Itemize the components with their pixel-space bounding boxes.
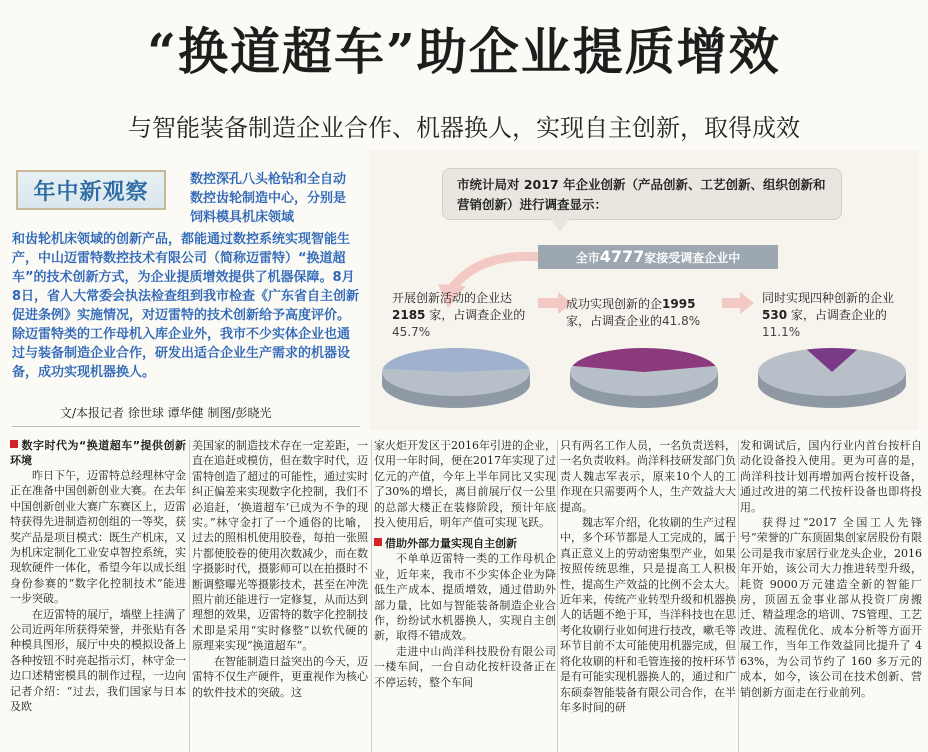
stat-unit: 家，占调查企业的 [566,314,663,328]
lead-paragraph-top: 数控深孔八头枪钻和全自动数控齿轮制造中心，分别是饲料模具机床领域 [190,172,347,225]
column-divider [738,440,739,752]
stat-four-innovations [762,290,912,341]
stat-percent: 11.1% [762,325,801,339]
stat-count: 2185 [392,308,426,322]
column-subheading [10,438,186,468]
paragraph: 获得过“2017 全国工人先锋号”荣誉的广东顶固集创家居股份有限公司是我市家居行业龙头企业，2016年开始，该公司大力推进转型升级，耗资 9000万元建造全新的智能厂房，顶固五金事业部从投资厂房搬迁、精益理念的培训、7S管理、工艺改进、流程优化、成本分析等方面开展工作，当年工作效益同比提升了 463%，为公司节约了 160 多万元的成本，如今，该公司在技术创新、营销创新方面走在行业前列。 [740,516,922,699]
stat-innovation-activity [392,290,532,341]
article-column-5 [740,438,922,700]
pie-slice [383,348,530,372]
red-square-icon [10,440,18,448]
pie-disc-activity [376,342,536,414]
column-divider [371,440,372,752]
article-column-1 [10,438,186,715]
total-number: 4777 [599,247,645,266]
paragraph: 发和调试后，国内行业内首台按杆自动化设备投入使用。更为可喜的是，尚洋科技计划再增加两台按杆设备，通过改进的第二代按杆设备也即将投用。 [740,439,922,514]
paragraph: 只有两名工作人员，一名负责送料，一名负责收料。尚洋科技研发部门负责人魏志军表示，原来10个人的工作现在只需要两个人，生产效益大大提高。 [560,439,736,514]
stat-label: 成功实现创新的企 [566,297,663,311]
stat-count: 1995 [662,297,696,311]
stat-percent: 45.7% [392,325,431,339]
red-square-icon [374,538,382,546]
paragraph: 昨日下午，迈雷特总经理林守金正在准备中国创新创业大赛。在去年中国创新创业大赛广东赛区上，迈雷特获得先进制造初创组的一等奖，获奖产品是项目模式：既生产机床，又为机床定制化工业安卓智控系统，实现软硬件一体化，希望今年以成长组身份参赛的“数字化控制技术”能进一步突破。 [10,469,186,606]
paragraph: 在迈雷特的展厅，墙壁上挂满了公司近两年所获得荣誉，并张贴有各种模具图形，展厅中央的模拟设备上各种按钮不时亮起指示灯，林守金一边口述精密模具的制作过程，一边向记者介绍：“过去，我们国家与日本及欧 [10,607,186,714]
divider [12,426,360,427]
arrow-right-head [740,292,754,314]
byline: 文/本报记者 徐世球 谭华健 制图/彭晓光 [60,406,272,420]
stat-innovation-success [566,296,716,330]
section-badge [16,170,166,210]
pie-disc-four [752,342,912,414]
column-divider [189,440,190,752]
subheadline: 与智能装备制造企业合作、机器换人，实现自主创新，取得成效 [128,114,800,142]
section-badge-label: 年中新观察 [33,178,149,205]
arrow-mid-shaft [538,298,558,308]
article-column-2 [192,438,368,700]
paragraph: 不单单迈雷特一类的工作母机企业，近年来，我市不少实体企业为降低生产成本、提质增效，通过借助外部力量，比如与智能装备制造企业合作，纷纷试水机器换人，实现自主创新，取得不错成效。 [374,552,556,643]
stat-label: 同时实现四种创新的企业 [762,291,895,305]
paragraph: 魏志军介绍，化妆刷的生产过程中，多个环节都是人工完成的，属于真正意义上的劳动密集型产业，如果按照传统思维，只是提高工人积极性，提高生产效益的比例不会太大。近年来，传统产业转型升级和机器换人的话题不绝于耳，当洋科技也在思考化妆刷行业如何进行技改，嗽毛等环节目前不太可能使用机器完成，但将化妆刷的杆和毛管连接的按杆环节是有可能实现机器换人的，通过和广东硕泰智能装备有限公司合作，在半年多时间的研 [560,516,736,714]
subheading-text: 数字时代为“换道超车”提供创新环境 [10,439,186,467]
subheading-text: 借助外部力量实现自主创新 [385,537,517,551]
column-subheading [374,536,556,551]
total-prefix: 全市 [575,251,600,265]
stat-label: 开展创新活动的企业达 [392,291,513,305]
article-column-4 [560,438,736,715]
lead-paragraph-main: 和齿轮机床领域的创新产品，都能通过数控系统实现智能生产，中山迈雷特数控技术有限公司（简称迈雷特）“换道超车”的技术创新方式，为企业提质增效提供了机器保障。8月8日，省人大常委会执法检查组到我市检查《广东省自主创新促进条例》实施情况，对迈雷特的技术创新给予高度评价。除迈雷特类的工作母机入库企业外，我市不少实体企业也通过与装备制造企业合作，研发出适合企业生产需求的机器设备，成功实现机器换人。 [12,232,360,380]
paragraph: 家火炬开发区于2016年引进的企业，仅用一年时间，便在2017年实现了过亿元的产值，今年上半年同比又实现了30%的增长，离目前展厅仅一公里的总部大楼正在装修阶段，预计年底投入使用后，明年产值可实现飞跃。 [374,439,556,530]
stat-unit: 家，占调查企业的 [429,308,526,322]
article-column-3 [374,438,556,690]
paragraph: 在智能制造日益突出的今天，迈雷特不仅生产硬件，更重视作为核心的软件技术的突破。这 [192,654,368,699]
total-suffix: 家接受调查企业中 [644,251,741,265]
pie-disc-success [564,342,724,414]
survey-total-bar [538,245,778,269]
stat-unit: 家，占调查企业的 [790,308,887,322]
paragraph: 美国家的制造技术存在一定差距，一直在追赶或模仿，但在数字时代，迈雷特创造了超过的可能性，通过实时纠正偏差来实现数字化控制，我们不必追赶，‘换道超车’已成为不争的现实。”林守金打了一个通俗的比喻，过去的照相机使用胶卷，每拍一张照片都使胶卷的使用次数减少，而在数字摄影时代，摄影师可以在拍摄时不断调整曝光等摄影技术，甚至在冲洗照片前还能进行一定修复，从而达到理想的效果，迈雷特的数字化控制技术即是采用“实时修整”以软代硬的原理来实现“换道超车”。 [192,439,368,653]
arrow-right-shaft [722,298,740,308]
infographic-callout: 市统计局对 2017 年企业创新（产品创新、工艺创新、组织创新和营销创新）进行调查显示： [442,168,842,220]
stat-percent: 41.8% [662,314,701,328]
stat-count: 530 [762,308,788,322]
headline: “换道超车”助企业提质增效 [147,22,781,81]
column-divider [557,440,558,752]
paragraph: 走进中山尚洋科技股份有限公司一楼车间，一台自动化按杆设备正在不停运转，整个车间 [374,644,556,689]
arrow-left-curve [452,256,540,288]
